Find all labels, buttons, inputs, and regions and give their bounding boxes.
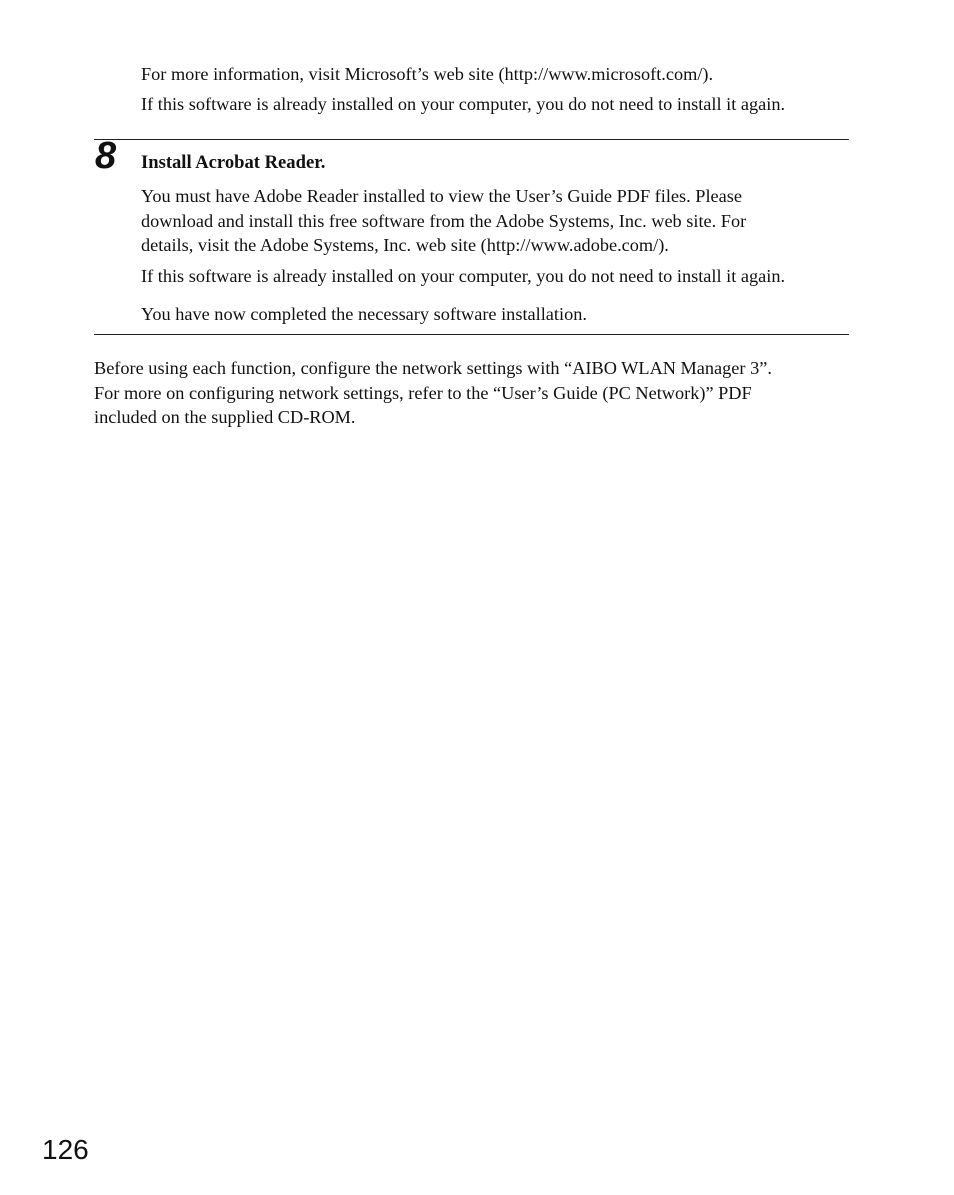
step-body	[141, 184, 746, 258]
step-already-installed-note: If this software is already installed on your computer, you do not need to install it again.	[141, 266, 786, 286]
page-number: 126	[42, 1134, 89, 1165]
microsoft-info-text: For more information, visit Microsoft’s web site (http://www.microsoft.com/).	[141, 64, 714, 84]
network-settings-note	[94, 356, 772, 430]
network-note-line: included on the supplied CD-ROM.	[94, 407, 356, 427]
step-body-line: You must have Adobe Reader installed to view the User’s Guide PDF files. Please	[141, 186, 743, 206]
step-number: 8	[95, 135, 117, 177]
network-note-line: Before using each function, configure the network settings with “AIBO WLAN Manager 3”.	[94, 358, 772, 378]
step-body-line: download and install this free software from the Adobe Systems, Inc. web site. For	[141, 210, 747, 231]
installation-complete-text: You have now completed the necessary software installation.	[141, 304, 587, 324]
step-top-rule	[94, 139, 849, 140]
already-installed-note: If this software is already installed on your computer, you do not need to install it again.	[141, 94, 786, 114]
step-body-line: details, visit the Adobe Systems, Inc. web site (http://www.adobe.com/).	[141, 235, 669, 255]
step-title: Install Acrobat Reader.	[141, 152, 326, 173]
network-note-line: For more on configuring network settings, refer to the “User’s Guide (PC Network)” PDF	[94, 382, 752, 403]
step-bottom-rule	[94, 334, 849, 335]
